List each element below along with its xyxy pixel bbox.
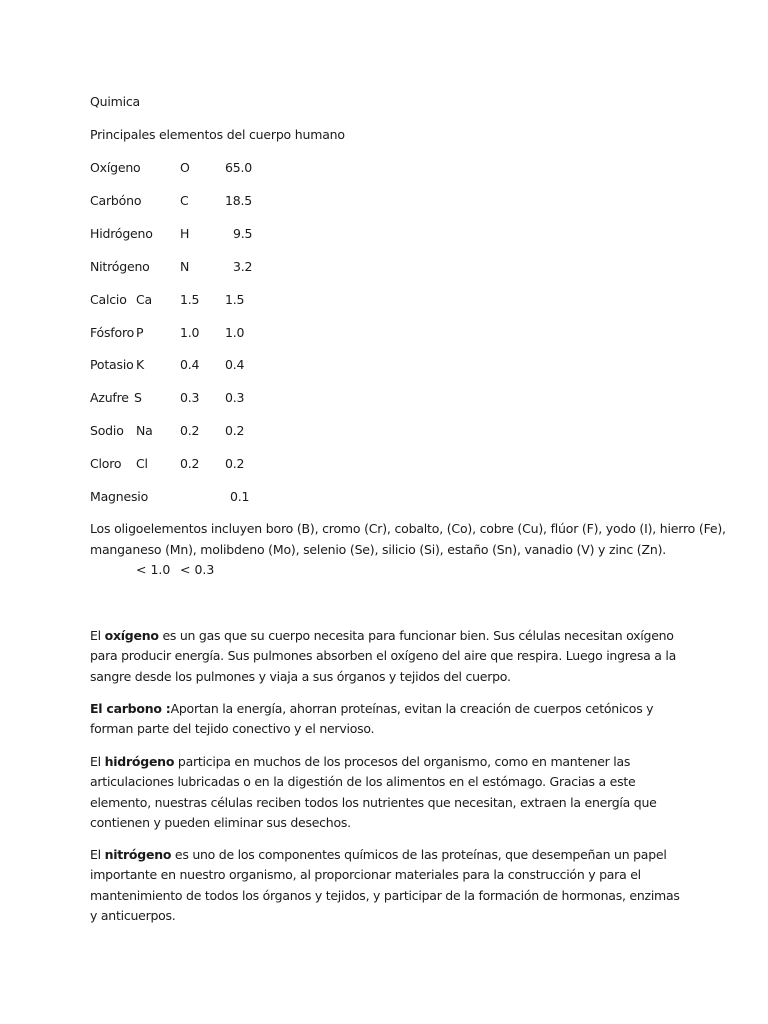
element-name: Fósforo [90,325,135,340]
element-row-sodio [90,423,390,439]
paragraph-prefix: El [90,628,105,643]
element-name: Oxígeno [90,160,141,175]
element-row-hidrogeno [90,226,390,242]
element-symbol: P [136,325,144,340]
element-value: 0.4 [180,357,200,372]
element-symbol: S [134,390,142,405]
document-title: Quimica [90,94,141,109]
element-row-fosforo [90,325,390,341]
oligo-lt-2: < 0.3 [180,562,215,577]
element-row-magnesio [90,489,390,505]
paragraph-prefix: El [90,754,105,769]
paragraph-text: es uno de los componentes químicos de las proteínas, que desempeñan un papel importante en nuestro organismo, al proporcionar materiales para la construcción y para el mantenimiento de todos los órganos y tejidos, y participar de la formación de hormonas, enzimas y anticuerpos. [90,847,680,923]
element-symbol: Na [136,423,153,438]
element-name: Nitrógeno [90,259,150,274]
element-row-oxigeno [90,160,390,176]
paragraph-prefix: El [90,847,105,862]
element-name: Potasio [90,357,134,372]
element-name: Magnesio [90,489,149,504]
element-value: 0.1 [230,489,250,504]
element-value: 1.0 [180,325,200,340]
element-name: Carbóno [90,193,142,208]
paragraph-keyword: El carbono : [90,701,171,716]
element-name: Calcio [90,292,127,307]
paragraph-oxigeno [90,626,690,687]
element-name: Hidrógeno [90,226,153,241]
paragraph-text: Aportan la energía, ahorran proteínas, evitan la creación de cuerpos cetónicos y forman parte del tejido conectivo y el nervioso. [90,701,654,737]
element-value: 1.5 [180,292,200,307]
oligo-lt-1: < 1.0 [136,562,171,577]
oligo-line-2: manganeso (Mn), molibdeno (Mo), selenio (Se), silicio (Si), estaño (Sn), vanadio (V) y zinc (Zn). [90,542,667,557]
element-value-2: 1.0 [225,325,245,340]
element-symbol: O [180,160,190,175]
element-value: 65.0 [225,160,253,175]
element-value-2: 0.2 [225,456,245,471]
element-symbol: C [180,193,189,208]
document-subtitle: Principales elementos del cuerpo humano [90,127,345,142]
element-value: 9.5 [233,226,253,241]
element-row-nitrogeno [90,259,390,275]
paragraph-hidrogeno [90,752,690,833]
element-row-carbono [90,193,390,209]
element-symbol: K [136,357,144,372]
paragraph-carbono [90,699,690,740]
paragraph-keyword: nitrógeno [104,847,172,862]
element-value: 0.2 [180,423,200,438]
element-symbol: Cl [136,456,148,471]
element-name: Cloro [90,456,122,471]
paragraph-nitrogeno [90,845,690,926]
element-value: 0.3 [180,390,200,405]
element-value-2: 0.2 [225,423,245,438]
element-value-2: 0.3 [225,390,245,405]
element-value: 18.5 [225,193,253,208]
element-symbol: N [180,259,190,274]
element-value-2: 1.5 [225,292,245,307]
paragraph-text: es un gas que su cuerpo necesita para funcionar bien. Sus células necesitan oxígeno para producir energía. Sus pulmones absorben el oxígeno del aire que respira. Luego ingresa a la sangre desde los pulmones y viaja a sus órganos y tejidos del cuerpo. [90,628,676,684]
paragraph-text: participa en muchos de los procesos del organismo, como en mantener las articulaciones lubricadas o en la digestión de los alimentos en el estómago. Gracias a este elemento, nuestras células reciben todos los nutrientes que necesitan, extraen la energía que contienen y pueden eliminar sus desechos. [90,754,657,830]
element-name: Azufre [90,390,129,405]
element-symbol: Ca [136,292,152,307]
element-row-calcio [90,292,390,308]
paragraph-keyword: hidrógeno [104,754,175,769]
element-row-cloro [90,456,390,472]
element-row-azufre [90,390,390,406]
element-value: 3.2 [233,259,253,274]
element-row-potasio [90,357,390,373]
element-value-2: 0.4 [225,357,245,372]
oligo-line-1: Los oligoelementos incluyen boro (B), cromo (Cr), cobalto, (Co), cobre (Cu), flúor (F), yodo (I), hierro (Fe), [90,521,726,536]
element-value: 0.2 [180,456,200,471]
element-symbol: H [180,226,190,241]
element-name: Sodio [90,423,124,438]
paragraph-keyword: oxígeno [104,628,159,643]
